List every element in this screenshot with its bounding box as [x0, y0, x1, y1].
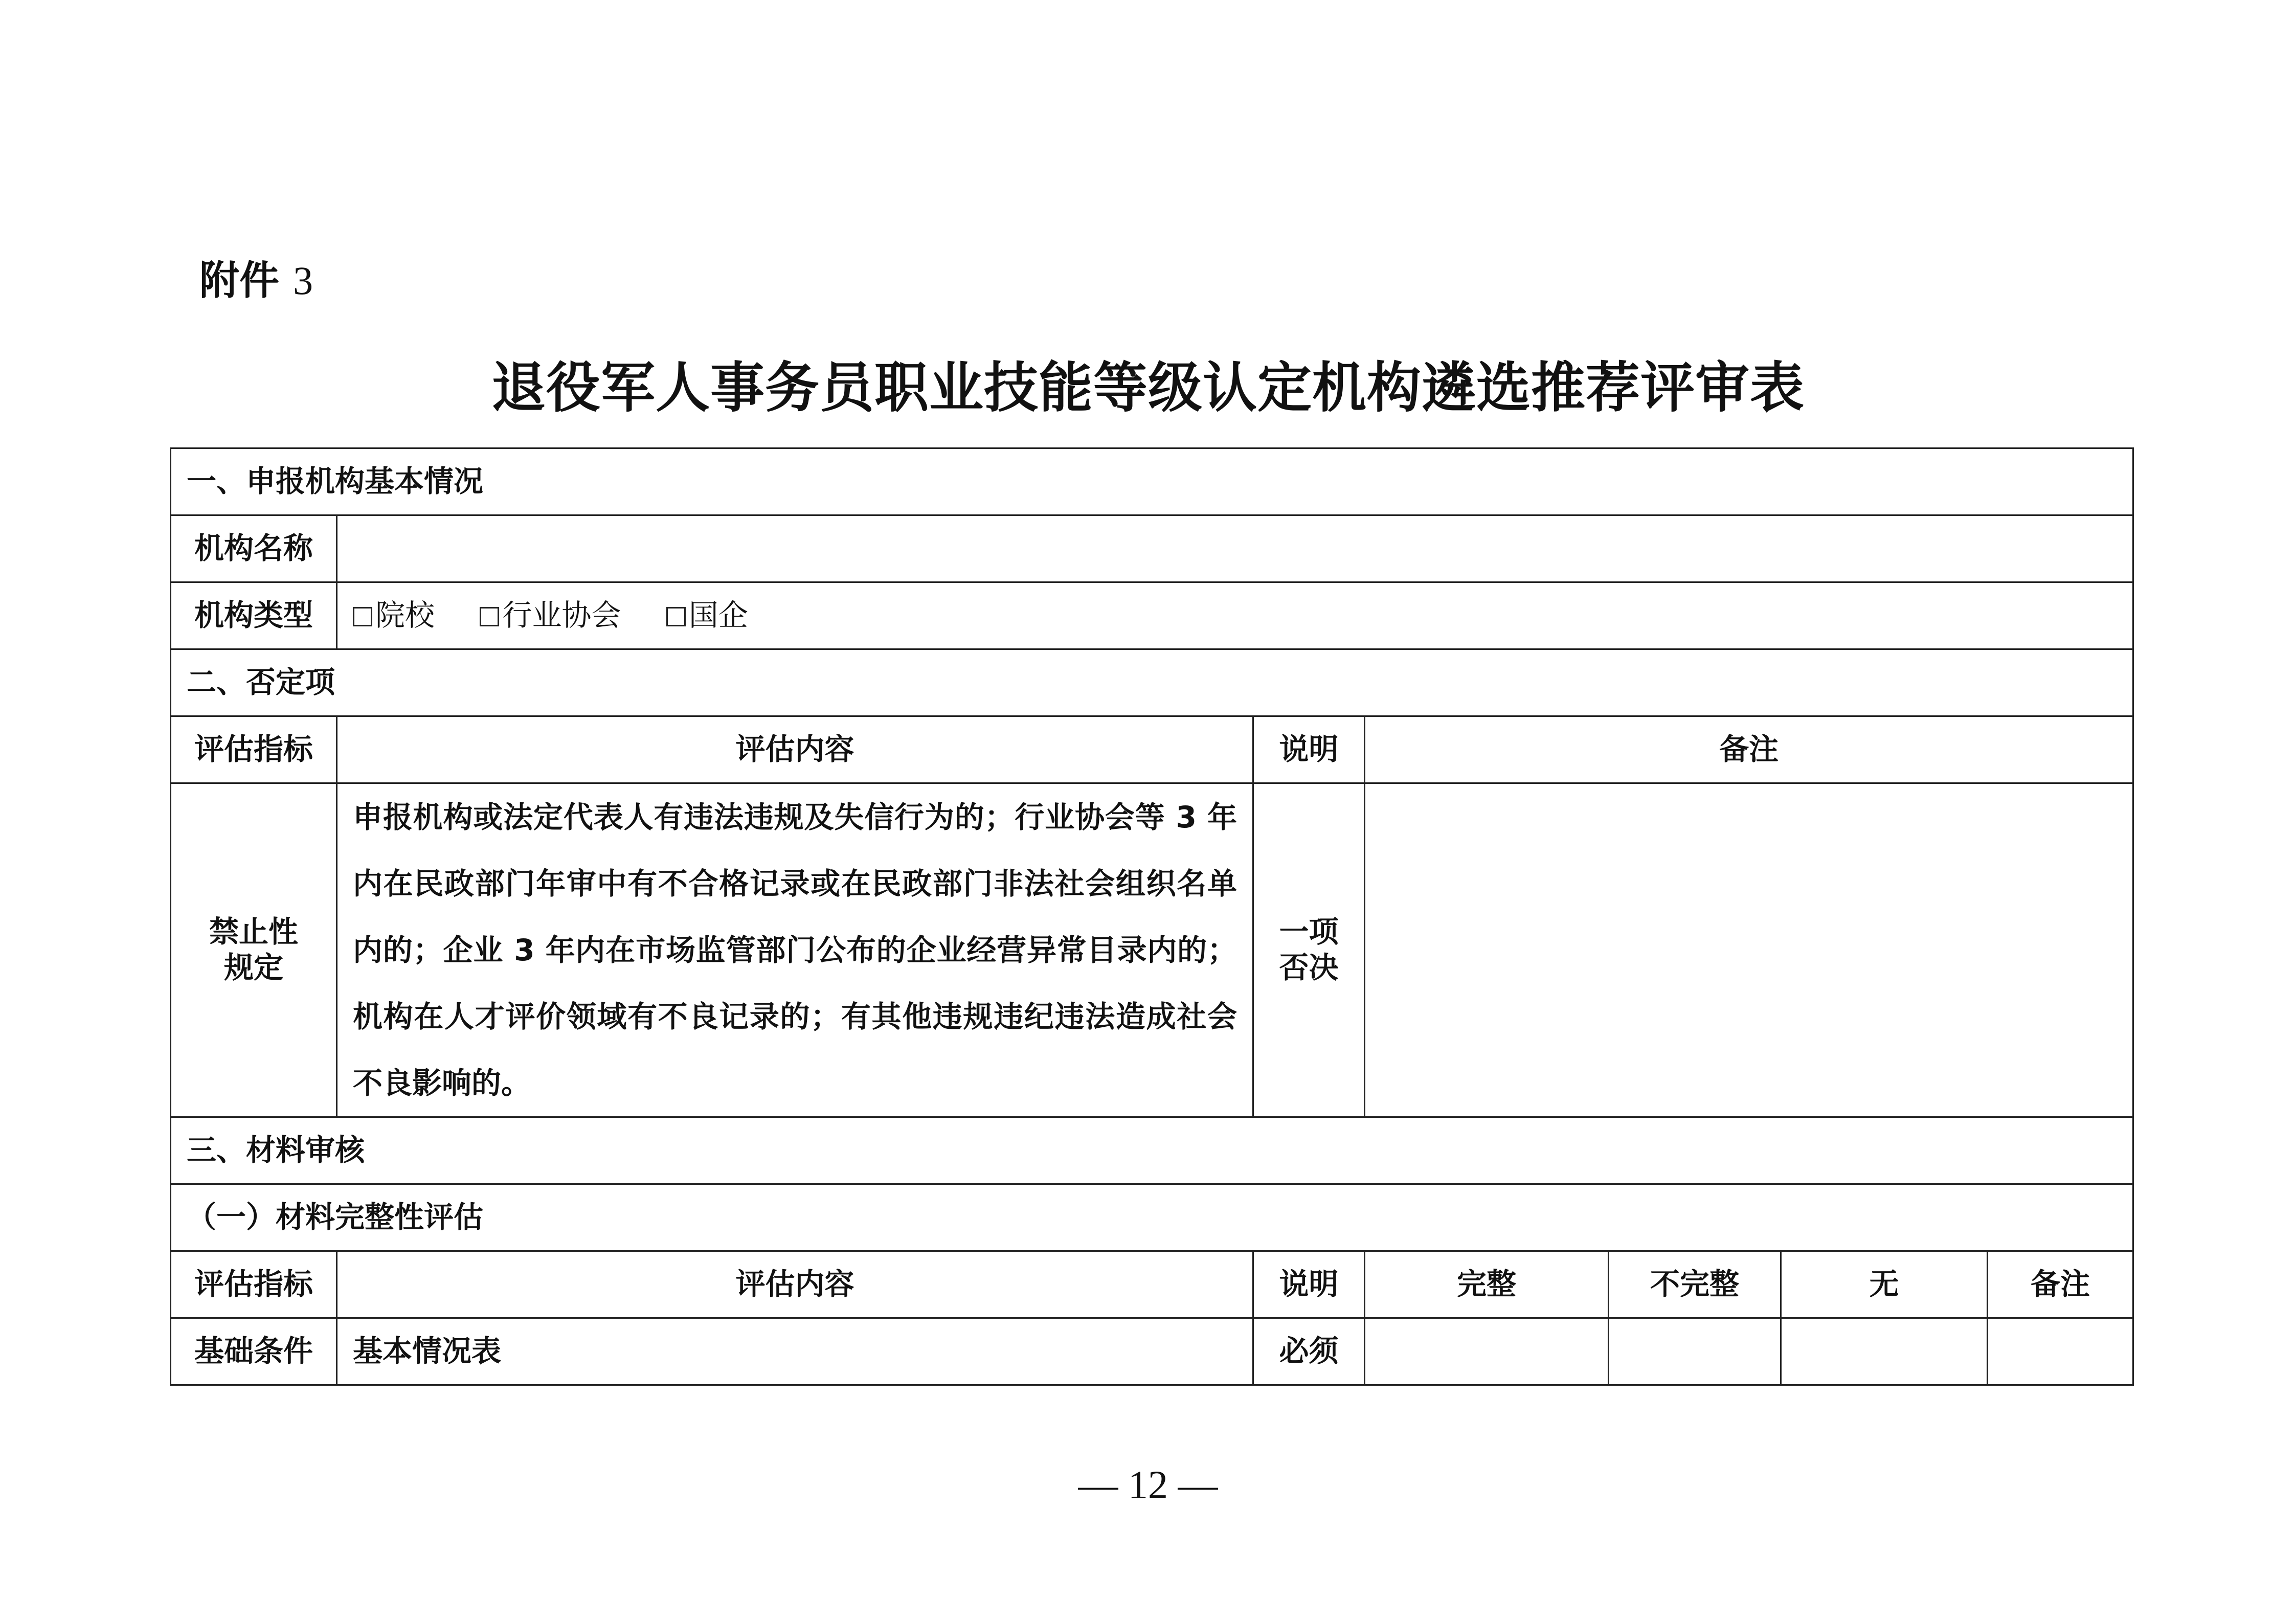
- row-content: 基本情况表: [337, 1318, 1253, 1385]
- row-none-cell[interactable]: [1781, 1318, 1988, 1385]
- attachment-number: 3: [293, 258, 313, 303]
- section3-header-row: [171, 1251, 2133, 1318]
- prohibition-content: 申报机构或法定代表人有违法违规及失信行为的；行业协会等 3 年内在民政部门年审中有不合格记录或在民政部门非法社会组织名单内的；企业 3 年内在市场监管部门公布的企业经营异常目录内的；机构在人才评价领域有不良记录的；有其他违规违纪违法造成社会不良影响的。: [337, 783, 1253, 1117]
- section3-subheading-row: [171, 1184, 2133, 1251]
- attachment-text: 附件: [199, 258, 280, 304]
- prohibition-remark[interactable]: [1365, 783, 2133, 1117]
- header-content: 评估内容: [337, 1251, 1253, 1318]
- org-type-row: [171, 582, 2133, 649]
- page-title: 退役军人事务员职业技能等级认定机构遴选推荐评审表: [491, 355, 1805, 419]
- header-remark: 备注: [1365, 716, 2133, 783]
- header-content: 评估内容: [337, 716, 1253, 783]
- row-indicator: 基础条件: [171, 1318, 337, 1385]
- org-name-label: 机构名称: [171, 515, 337, 582]
- page-number: — 12 —: [1078, 1462, 1218, 1507]
- section2-heading-row: [171, 649, 2133, 716]
- prohibition-indicator: 禁止性 规定: [171, 783, 337, 1117]
- attachment-label: [199, 258, 313, 304]
- row-incomplete-cell[interactable]: [1609, 1318, 1781, 1385]
- header-note: 说明: [1253, 716, 1365, 783]
- org-name-row: [171, 515, 2133, 582]
- header-indicator: 评估指标: [171, 716, 337, 783]
- checkbox-icon[interactable]: [666, 607, 686, 626]
- row-remark-cell[interactable]: [1988, 1318, 2133, 1385]
- header-complete: 完整: [1365, 1251, 1609, 1318]
- org-type-option-association[interactable]: 行业协会: [480, 598, 621, 633]
- org-type-label: 机构类型: [171, 582, 337, 649]
- checkbox-icon[interactable]: [353, 607, 372, 626]
- org-type-options: [337, 582, 2133, 649]
- header-none: 无: [1781, 1251, 1988, 1318]
- section1-heading-row: [171, 448, 2133, 515]
- org-type-option-soe[interactable]: 国企: [666, 598, 748, 633]
- checkbox-icon[interactable]: [480, 607, 499, 626]
- header-note: 说明: [1253, 1251, 1365, 1318]
- evaluation-table: [170, 447, 2134, 1386]
- table-row: [171, 1318, 2133, 1385]
- org-name-field[interactable]: [337, 515, 2133, 582]
- section3-heading: 三、材料审核: [171, 1117, 2133, 1184]
- header-indicator: 评估指标: [171, 1251, 337, 1318]
- row-note: 必须: [1253, 1318, 1365, 1385]
- section3-heading-row: [171, 1117, 2133, 1184]
- header-incomplete: 不完整: [1609, 1251, 1781, 1318]
- section2-heading: 二、否定项: [171, 649, 2133, 716]
- section3-subheading: （一）材料完整性评估: [171, 1184, 2133, 1251]
- prohibition-note: 一项 否决: [1253, 783, 1365, 1117]
- section1-heading: 一、申报机构基本情况: [171, 448, 2133, 515]
- prohibition-row: [171, 783, 2133, 1117]
- section2-header-row: [171, 716, 2133, 783]
- row-complete-cell[interactable]: [1365, 1318, 1609, 1385]
- header-remark: 备注: [1988, 1251, 2133, 1318]
- org-type-option-school[interactable]: 院校: [353, 598, 435, 633]
